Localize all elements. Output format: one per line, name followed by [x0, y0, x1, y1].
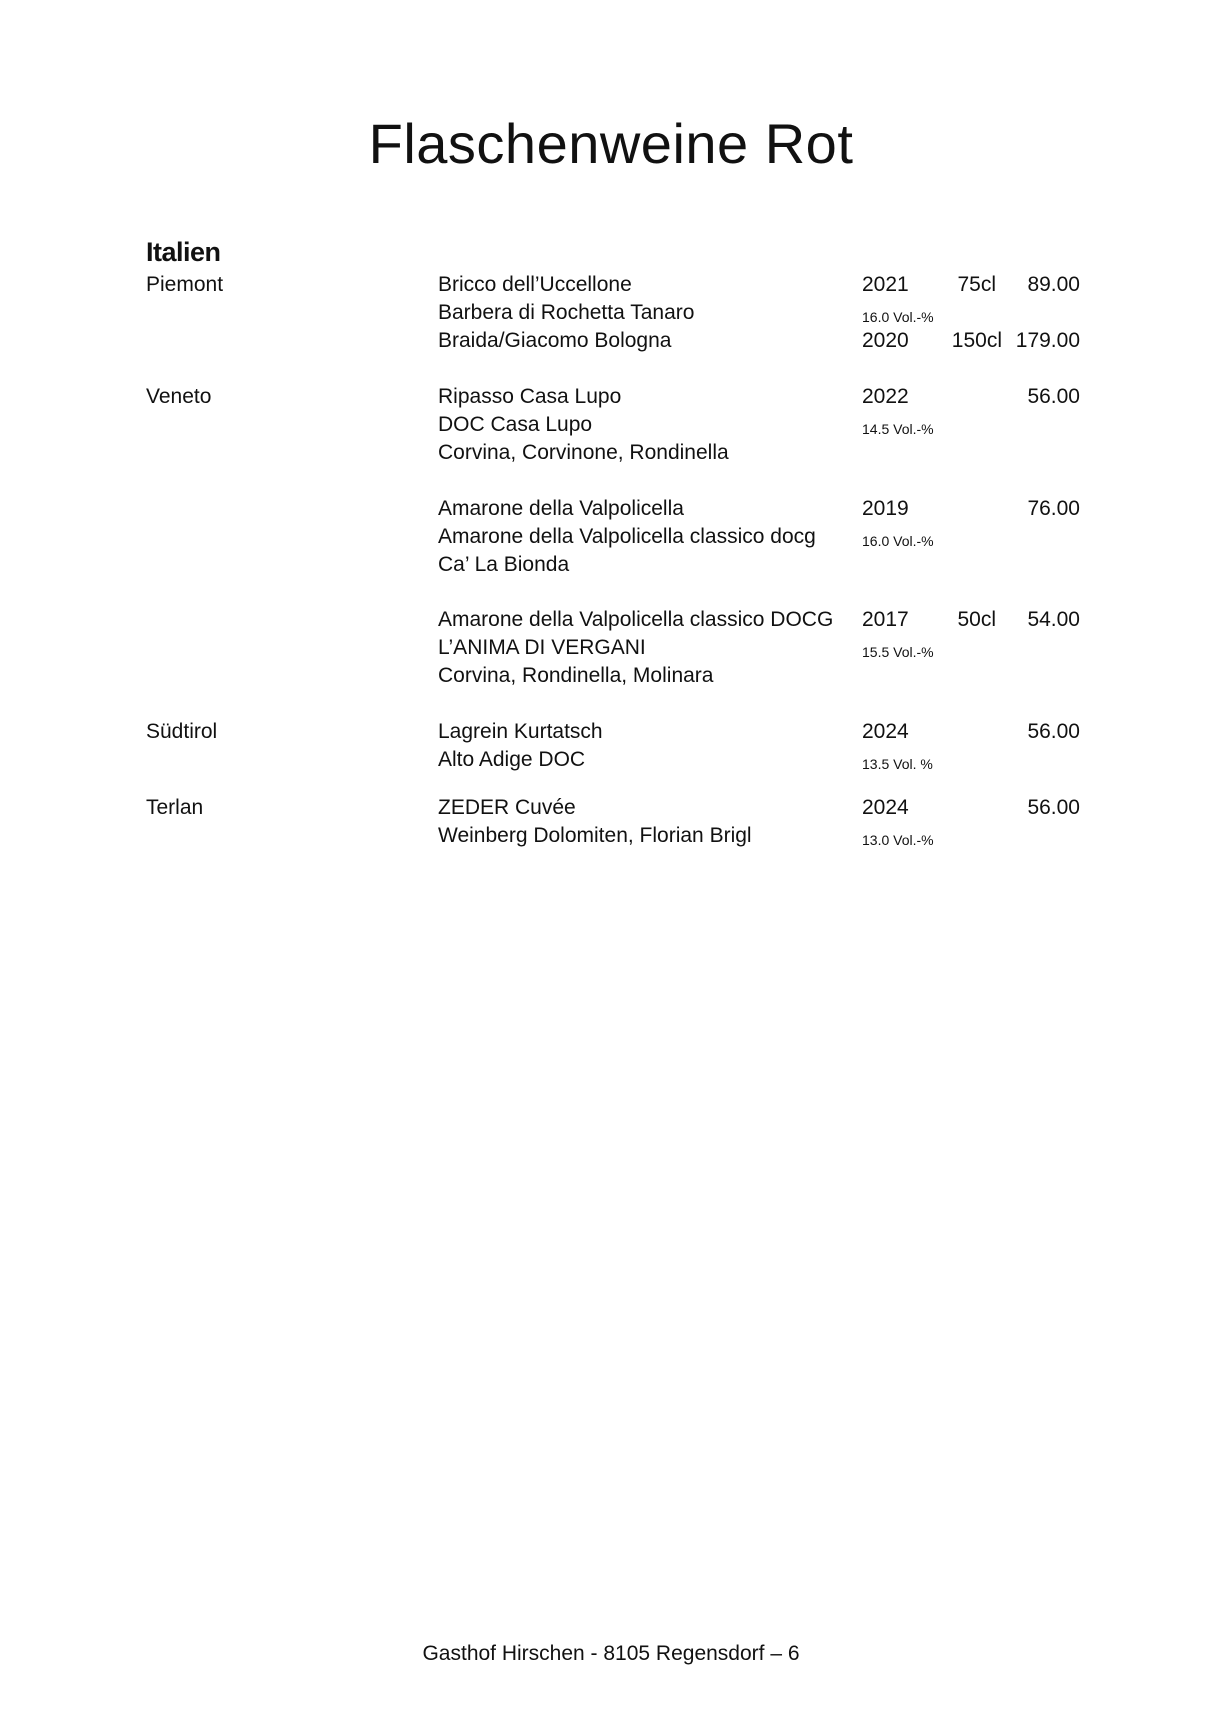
country-heading: Italien [146, 237, 221, 267]
wine-price: 56.00 [1027, 385, 1080, 408]
wine-price: 76.00 [1027, 497, 1080, 520]
wine-name: Lagrein Kurtatsch [438, 720, 603, 743]
wine-line [0, 299, 1222, 327]
wine-detail: Weinberg Dolomiten, Florian Brigl [438, 824, 752, 847]
wine-line [0, 634, 1222, 662]
wine-line [0, 822, 1222, 850]
wine-price: 56.00 [1027, 720, 1080, 743]
wine-name: Ripasso Casa Lupo [438, 385, 622, 408]
wine-line [0, 383, 1222, 411]
wine-detail: Alto Adige DOC [438, 748, 586, 771]
wine-year: 2024 [862, 796, 909, 819]
wine-abv: 16.0 Vol.-% [862, 533, 934, 549]
region-label: Terlan [146, 796, 204, 819]
wine-abv: 13.5 Vol. % [862, 756, 933, 772]
wine-year: 2021 [862, 273, 909, 296]
wine-abv: 14.5 Vol.-% [862, 421, 934, 437]
wine-grapes: Corvina, Rondinella, Molinara [438, 664, 714, 687]
wine-line [0, 746, 1222, 774]
region-label: Veneto [146, 385, 212, 408]
wine-year: 2017 [862, 608, 909, 631]
wine-name: Amarone della Valpolicella classico DOCG [438, 608, 834, 631]
wine-line [0, 606, 1222, 634]
wine-line [0, 794, 1222, 822]
wine-detail: Barbera di Rochetta Tanaro [438, 301, 695, 324]
wine-line [0, 411, 1222, 439]
wine-line [0, 271, 1222, 299]
wine-size: 75cl [957, 273, 996, 296]
wine-price: 179.00 [1015, 329, 1080, 352]
page-footer: Gasthof Hirschen - 8105 Regensdorf – 6 [422, 1642, 800, 1665]
wine-year: 2020 [862, 329, 909, 352]
wine-line [0, 718, 1222, 746]
wine-line [0, 551, 1222, 579]
page-title: Flaschenweine Rot [368, 112, 854, 175]
wine-year: 2022 [862, 385, 909, 408]
wine-name: Amarone della Valpolicella [438, 497, 684, 520]
wine-detail: L’ANIMA DI VERGANI [438, 636, 646, 659]
wine-abv: 13.0 Vol.-% [862, 832, 934, 848]
wine-detail: Amarone della Valpolicella classico docg [438, 525, 816, 548]
wine-producer: Ca’ La Bionda [438, 553, 570, 576]
wine-size: 50cl [957, 608, 996, 631]
region-label: Südtirol [146, 720, 218, 743]
wine-name: ZEDER Cuvée [438, 796, 576, 819]
wine-year: 2024 [862, 720, 909, 743]
wine-line [0, 662, 1222, 690]
wine-name: Bricco dell’Uccellone [438, 273, 632, 296]
wine-line [0, 327, 1222, 355]
wine-grapes: Corvina, Corvinone, Rondinella [438, 441, 729, 464]
wine-line [0, 523, 1222, 551]
wine-abv: 15.5 Vol.-% [862, 644, 934, 660]
wine-abv: 16.0 Vol.-% [862, 309, 934, 325]
wine-producer: Braida/Giacomo Bologna [438, 329, 672, 352]
wine-line [0, 495, 1222, 523]
wine-line [0, 439, 1222, 467]
wine-price: 56.00 [1027, 796, 1080, 819]
wine-price: 54.00 [1027, 608, 1080, 631]
wine-price: 89.00 [1027, 273, 1080, 296]
wine-year: 2019 [862, 497, 909, 520]
region-label: Piemont [146, 273, 224, 296]
wine-size: 150cl [951, 329, 1002, 352]
wine-detail: DOC Casa Lupo [438, 413, 593, 436]
